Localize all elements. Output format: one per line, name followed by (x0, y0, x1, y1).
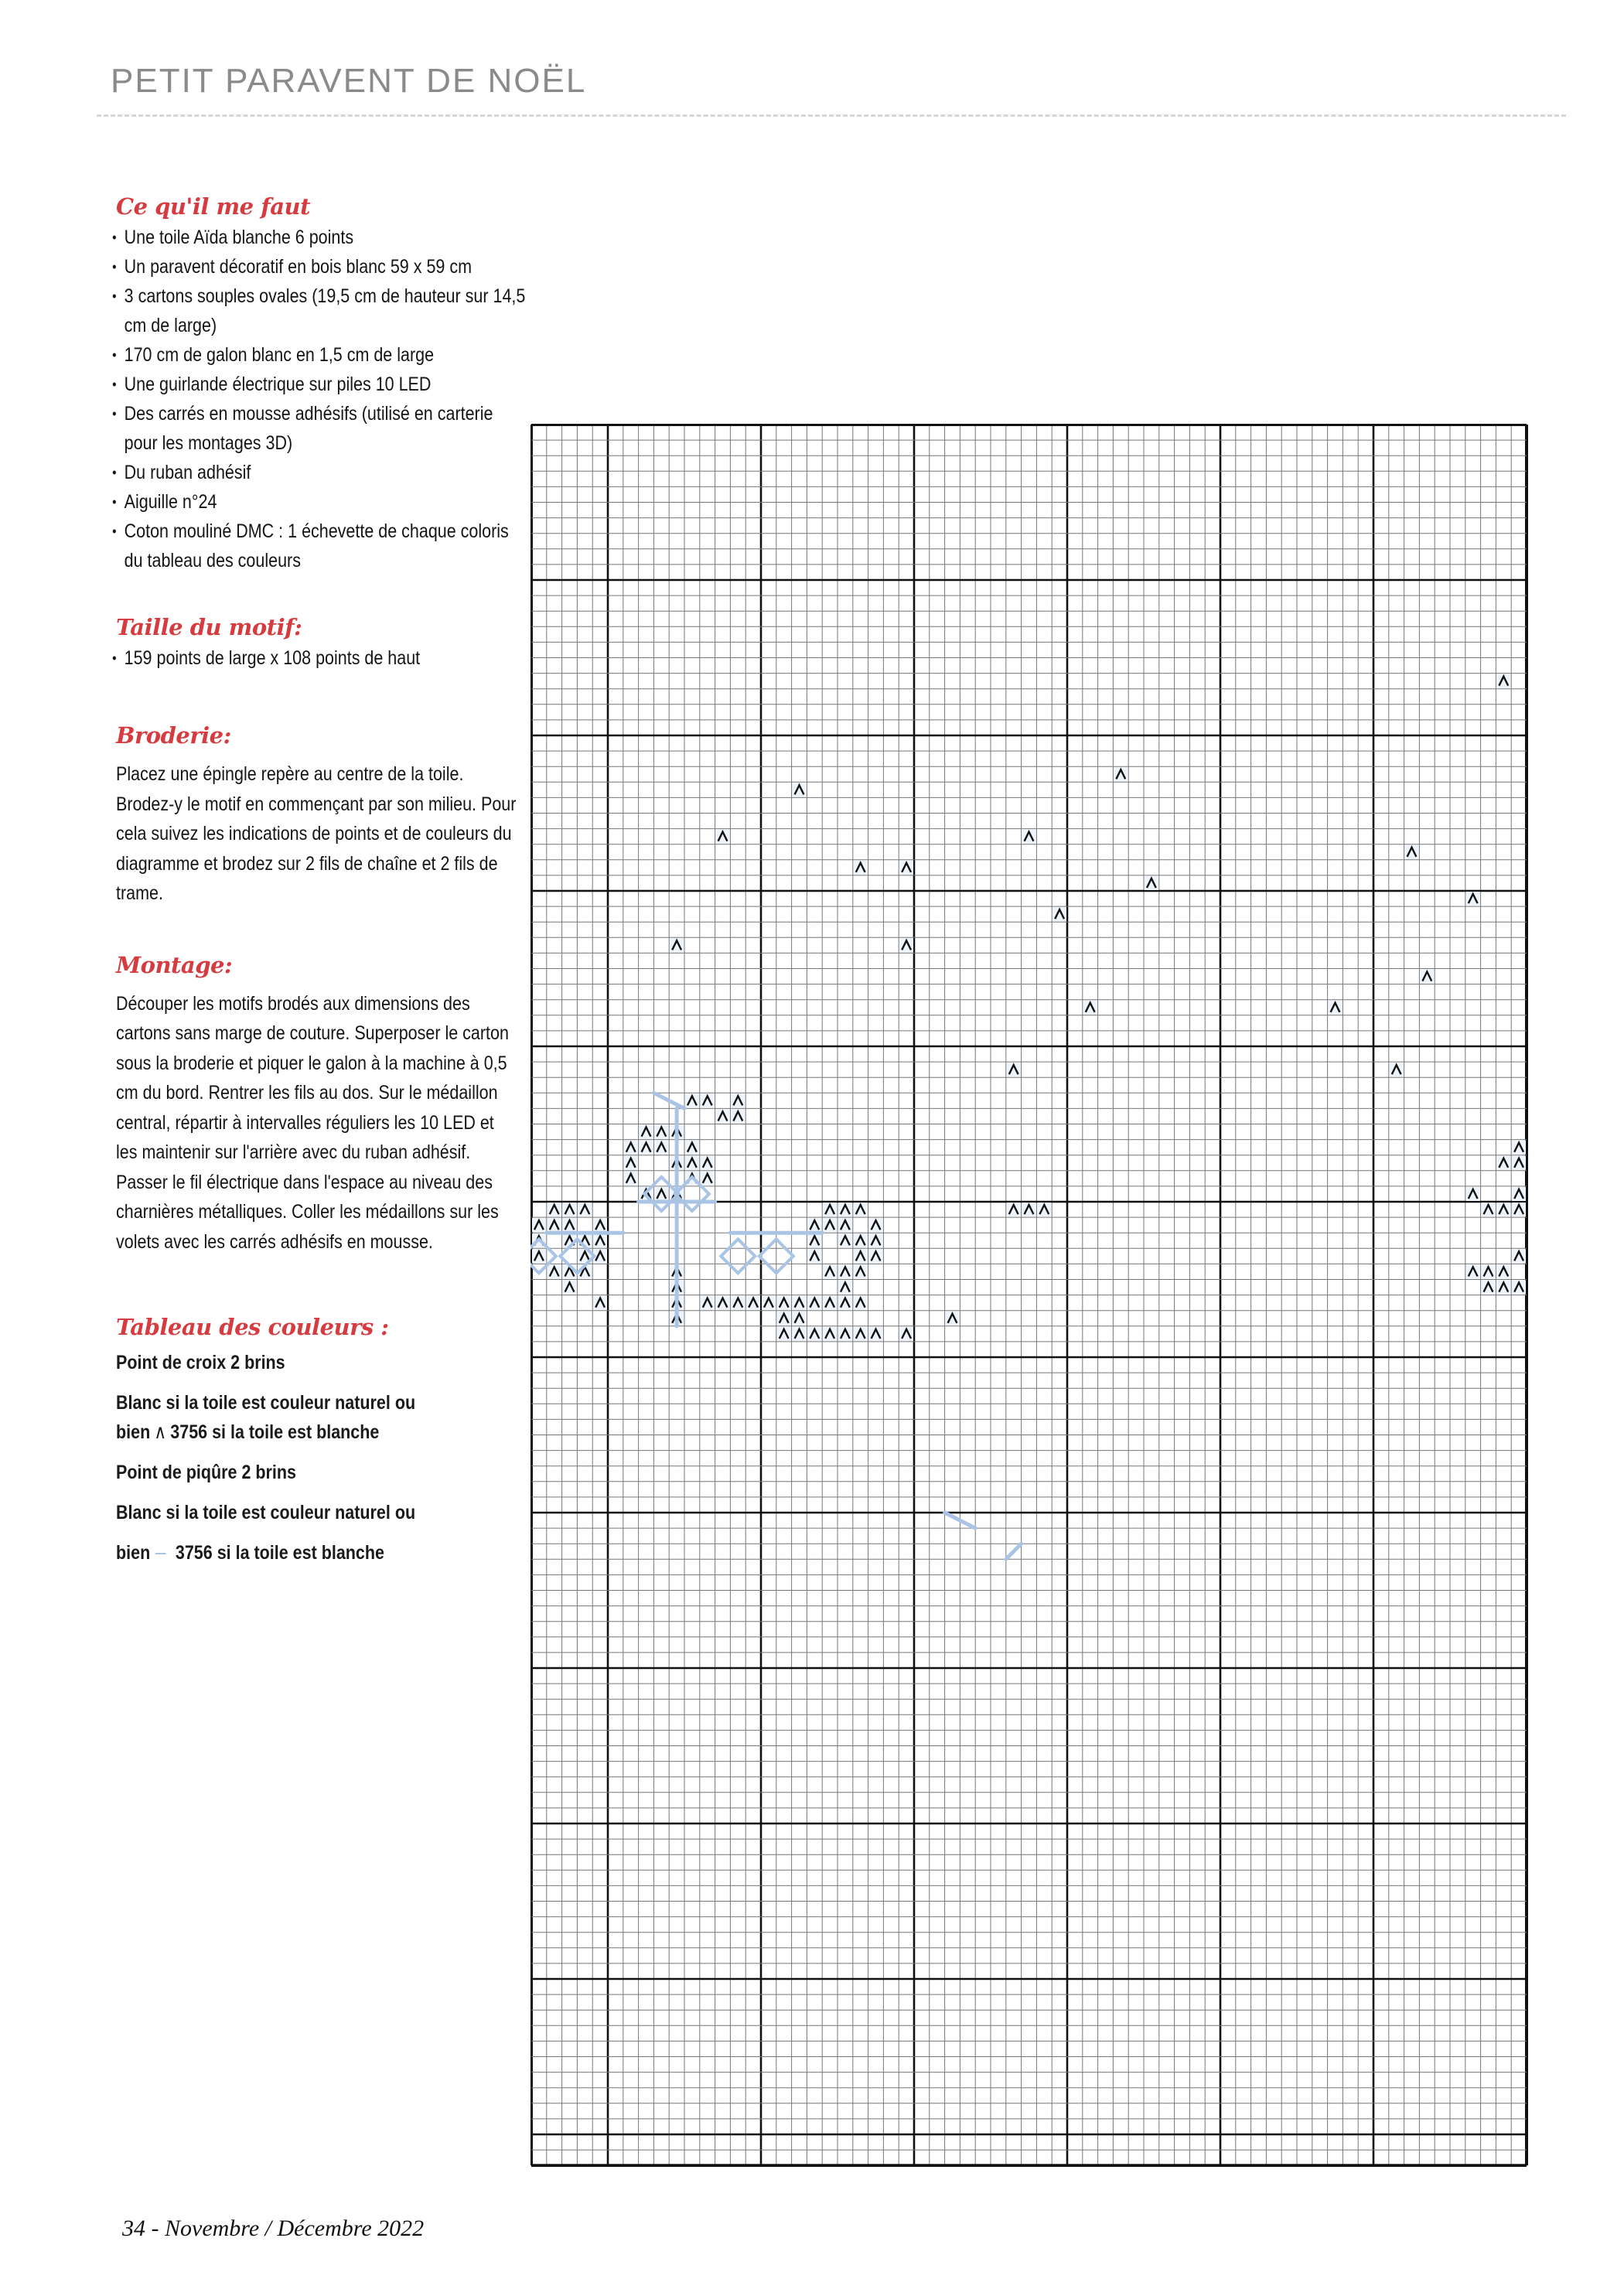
colors-section (108, 1314, 510, 1568)
cross-stitch-prefix: bien (116, 1421, 151, 1443)
backstitch-line-icon (155, 1553, 166, 1554)
material-item: • 3 cartons souples ovales (19,5 cm de hauteur sur 14,5 cm de large) (108, 281, 525, 340)
assembly-text: Découper les motifs brodés aux dimensions des cartons sans marge de couture. Superposer le carton sous la broderie et piquer le galon à la machine à 0,5 cm du bord. Rentrer les fils au dos. Sur le médaillon central, répartir à intervalles réguliers les 10 LED et les maintenir sur l'arrière avec du ruban adhésif. Passer le fil électrique dans l'espace au niveau des charnières métalliques. Coller les médaillons sur les volets avec les carrés adhésifs en mousse. (116, 992, 509, 1253)
materials-section (108, 193, 526, 575)
material-item: • Aiguille n°24 (108, 487, 525, 517)
material-item: • Coton mouliné DMC : 1 échevette de chaque coloris du tableau des couleurs (108, 517, 525, 575)
cross-stitch-color: 3756 si la toile est blanche (170, 1421, 380, 1443)
backstitch-line2 (116, 1538, 517, 1568)
bullet-icon: • (112, 465, 117, 480)
cross-stitch-diagram (531, 424, 1527, 2165)
material-item: • Une toile Aïda blanche 6 points (108, 223, 525, 252)
cross-stitch-label: Point de croix 2 brins (116, 1352, 285, 1373)
bullet-icon: • (112, 524, 117, 539)
embroidery-text: Placez une épingle repère au centre de la toile. Brodez-y le motif en commençant par son milieu. Pour cela suivez les indications de points et de couleurs du diagramme et brodez sur 2 fils de chaîne et 2 fils de trame. (116, 763, 517, 904)
colors-heading: Tableau des couleurs : (116, 1314, 389, 1340)
bullet-icon: • (112, 494, 117, 510)
size-list (108, 643, 510, 673)
materials-heading: Ce qu'il me faut (116, 193, 310, 220)
chevron-symbol-icon: ∧ (154, 1421, 167, 1443)
page-title: PETIT PARAVENT DE NOËL (111, 62, 587, 100)
cross-stitch-line2 (116, 1418, 517, 1447)
assembly-heading: Montage: (116, 951, 233, 978)
bullet-icon: • (112, 230, 117, 245)
bullet-icon: • (112, 288, 117, 304)
assembly-section (108, 952, 510, 1257)
materials-list (108, 223, 526, 575)
material-item: • Des carrés en mousse adhésifs (utilisé en carterie pour les montages 3D) (108, 399, 525, 458)
cross-stitch-line1: Blanc si la toile est couleur naturel ou (116, 1392, 416, 1414)
bullet-icon: • (112, 406, 117, 421)
size-heading: Taille du motif: (116, 614, 302, 640)
size-item: • 159 points de large x 108 points de haut (108, 643, 525, 673)
page-footer: 34 - Novembre / Décembre 2022 (122, 2216, 425, 2241)
bullet-icon: • (112, 377, 117, 392)
material-item: • Du ruban adhésif (108, 458, 525, 487)
material-item: • Une guirlande électrique sur piles 10 LED (108, 370, 525, 399)
backstitch-color: 3756 si la toile est blanche (175, 1542, 384, 1564)
backstitch-line1: Blanc si la toile est couleur naturel ou (116, 1502, 416, 1523)
backstitch-prefix: bien (116, 1542, 151, 1564)
bullet-icon: • (112, 347, 117, 363)
stitch-grid (531, 424, 1528, 2167)
embroidery-heading: Broderie: (116, 722, 231, 749)
title-divider (97, 114, 1566, 117)
bullet-icon: • (112, 650, 117, 666)
material-item: • Un paravent décoratif en bois blanc 59 x 59 cm (108, 252, 525, 281)
embroidery-section (108, 722, 517, 909)
backstitch-label: Point de piqûre 2 brins (116, 1462, 296, 1483)
material-item: • 170 cm de galon blanc en 1,5 cm de large (108, 340, 525, 370)
instructions-column (108, 193, 526, 1568)
bullet-icon: • (112, 259, 117, 275)
size-section (108, 614, 510, 673)
